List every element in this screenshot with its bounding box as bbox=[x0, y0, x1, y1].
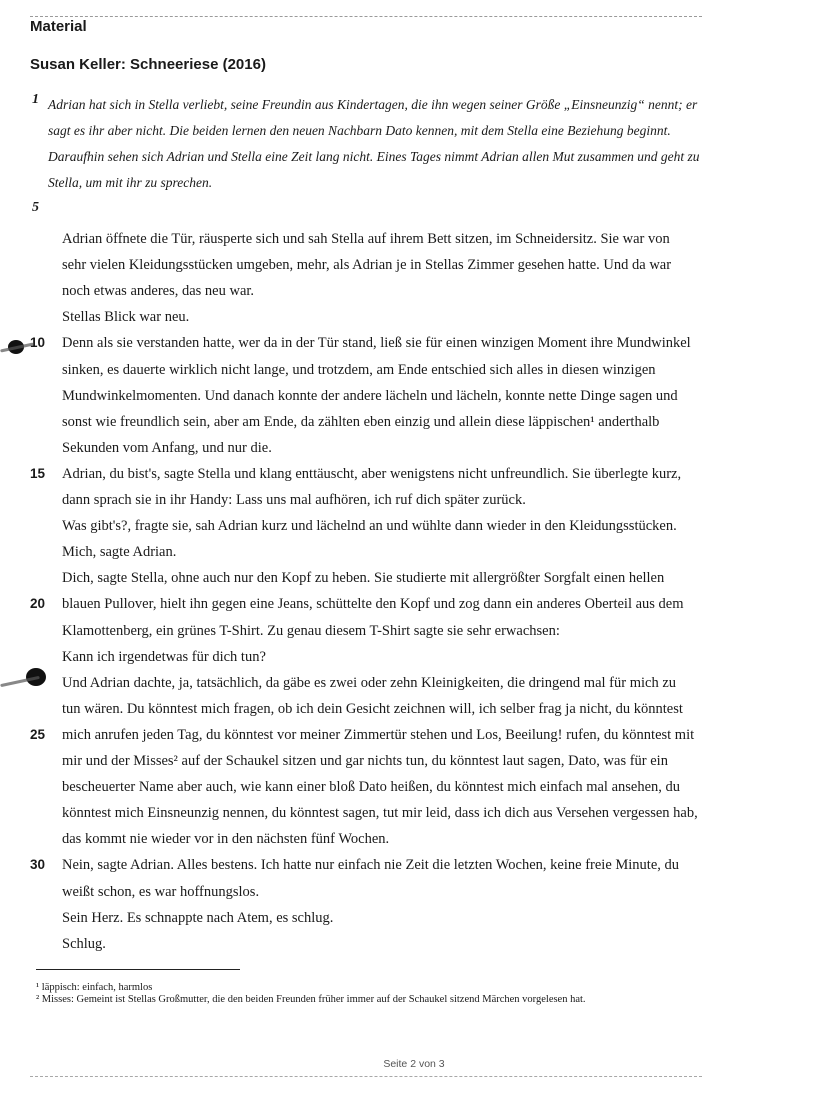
text-line: bescheuerter Name aber auch, wie kann einer bloß Dato heißen, du könntest mich einfach mal ansehen, du bbox=[62, 779, 681, 795]
bottom-divider bbox=[30, 1076, 702, 1077]
text-line: Sekunden vom Anfang, und nur die. bbox=[62, 440, 272, 456]
text-line: Mich, sagte Adrian. bbox=[62, 544, 177, 560]
text-line: Und Adrian dachte, ja, tatsächlich, da gäbe es zwei oder zehn Kleinigkeiten, die dringend mal für mich zu bbox=[62, 675, 677, 691]
footnote-1: ¹ läppisch: einfach, harmlos bbox=[36, 982, 153, 993]
footnote-divider bbox=[36, 969, 240, 970]
top-divider bbox=[30, 16, 702, 17]
text-line: Dich, sagte Stella, ohne auch nur den Kopf zu heben. Sie studierte mit allergrößter Sorgfalt einen hellen bbox=[62, 570, 665, 586]
line-number: 10 bbox=[30, 335, 46, 350]
text-line: das kommt nie wieder vor in den nächsten fünf Wochen. bbox=[62, 831, 390, 847]
page-number: Seite 2 von 3 bbox=[383, 1058, 445, 1070]
text-line: Klamottenberg, ein grünes T-Shirt. Zu genau diesem T-Shirt sagte sie sehr erwachsen: bbox=[62, 623, 560, 639]
text-line: sonst wie freundlich sein, aber am Ende, da zählten eben einzig und allein diese läppischen¹ anderthalb bbox=[62, 414, 660, 430]
text-line: Kann ich irgendetwas für dich tun? bbox=[62, 649, 266, 665]
text-line: könntest mich Einsneunzig nennen, du könntest sagen, tut mir leid, dass ich dich aus Versehen vergessen hab, bbox=[62, 805, 698, 821]
text-line: Adrian öffnete die Tür, räusperte sich und sah Stella auf ihrem Bett sitzen, im Schneidersitz. Sie war von bbox=[62, 231, 670, 247]
line-number: 20 bbox=[30, 596, 46, 611]
line-marker-5: 5 bbox=[32, 200, 39, 215]
text-line: Mundwinkelmomenten. Und danach konnte der andere lächeln und lächeln, konnte nette Dinge sagen und bbox=[62, 388, 678, 404]
text-line: sehr vielen Kleidungsstücken umgeben, mehr, als Adrian je in Stellas Zimmer gesehen hatte. Und da war bbox=[62, 257, 672, 273]
text-line: Nein, sagte Adrian. Alles bestens. Ich hatte nur einfach nie Zeit die letzten Wochen, keine freie Minute, du bbox=[62, 857, 680, 873]
text-line: Schlug. bbox=[62, 936, 106, 952]
line-number: 15 bbox=[30, 466, 46, 481]
text-line: sinken, es dauerte wirklich nicht lange, und trotzdem, am Ende entschied sich alles in diesen winzigen bbox=[62, 362, 656, 378]
text-line: weißt schon, es war hoffnungslos. bbox=[62, 884, 260, 900]
text-line: Adrian, du bist's, sagte Stella und klang enttäuscht, aber wenigstens nicht unfreundlich. Sie überlegte kurz, bbox=[62, 466, 682, 482]
text-line: Was gibt's?, fragte sie, sah Adrian kurz und lächelnd an und wühlte dann wieder in den Kleidungsstücken. bbox=[62, 518, 677, 534]
line-number: 25 bbox=[30, 727, 46, 742]
text-line: Denn als sie verstanden hatte, wer da in der Tür stand, ließ sie für einen winzigen Moment ihre Mundwinkel bbox=[62, 335, 691, 351]
text-line: mir und der Misses² auf der Schaukel sitzen und gar nichts tun, du könntest laut sagen, Dato, was für ein bbox=[62, 753, 668, 769]
document-title: Susan Keller: Schneeriese (2016) bbox=[30, 56, 266, 73]
intro-line-number: 1 bbox=[32, 92, 39, 107]
footnote-2: ² Misses: Gemeint ist Stellas Großmutter, die den beiden Freunden früher immer auf der Schaukel sitzend Märchen vorgelesen hat. bbox=[36, 994, 586, 1005]
text-line: noch etwas anderes, das neu war. bbox=[62, 283, 255, 299]
line-number: 30 bbox=[30, 857, 46, 872]
text-line: Stellas Blick war neu. bbox=[62, 309, 190, 325]
text-line: tun wären. Du könntest mich fragen, ob ich dein Gesicht zeichnen will, ich selber frag ja nicht, du könntest bbox=[62, 701, 683, 717]
text-line: blauen Pullover, hielt ihn gegen eine Jeans, schüttelte den Kopf und zog dann ein anderes Oberteil aus dem bbox=[62, 596, 684, 612]
text-line: mich anrufen jeden Tag, du könntest vor meiner Zimmertür stehen und Los, Beeilung! rufen, du könntest mit bbox=[62, 727, 695, 743]
intro-paragraph: Adrian hat sich in Stella verliebt, seine Freundin aus Kindertagen, die ihn wegen seiner Größe „Einsneunzig“ nennt; er sagt es ihr aber nicht. Die beiden lernen den neuen Nachbarn Dato kennen, mit dem Stella eine Beziehung beginnt. Daraufhin sehen sich Adrian und Stella eine Zeit lang nicht. Eines Tages nimmt Adrian allen Mut zusammen und geht zu Stella, um mit ihr zu sprechen. bbox=[48, 97, 700, 190]
section-label: Material bbox=[30, 18, 87, 35]
text-line: dann sprach sie in ihr Handy: Lass uns mal aufhören, ich ruf dich später zurück. bbox=[62, 492, 526, 508]
text-line: Sein Herz. Es schnappte nach Atem, es schlug. bbox=[62, 910, 334, 926]
